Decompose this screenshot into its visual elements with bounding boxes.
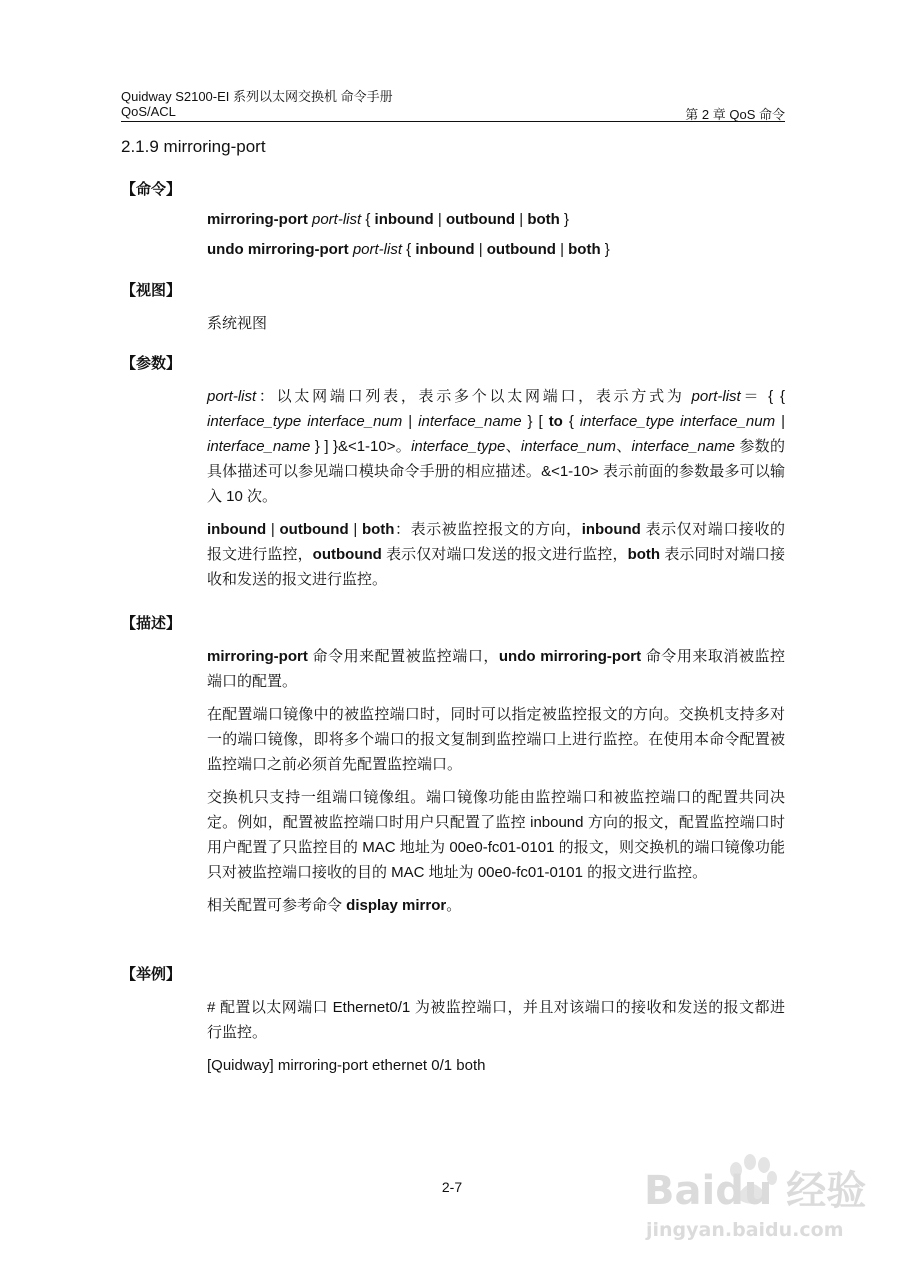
- label-params: 【参数】: [121, 355, 182, 372]
- command-brace: }: [600, 241, 610, 258]
- text-run: interface_type interface_num: [579, 413, 776, 430]
- example-command: [Quidway] mirroring-port ethernet 0/1 both: [207, 1057, 486, 1074]
- command-option-inbound: inbound: [374, 211, 434, 228]
- description-para: 在配置端口镜像中的被监控端口时，同时可以指定被监控报文的方向。交换机支持多对一的端口镜像，即将多个端口的报文复制到监控端口上进行监控。在使用本命令配置被监控端口之前必须首先配置监控端口。: [207, 706, 785, 773]
- text-run: 命令用来配置被监控端口，: [307, 648, 499, 665]
- command-separator: |: [433, 211, 446, 228]
- text-run: 参数的具体描述可以参见端口模块命令手册的相应描述。&<1-10> 表示前面的参数最多可以输入 10 次。: [207, 438, 785, 505]
- text-run: both: [627, 546, 661, 563]
- text-run: |: [266, 521, 280, 538]
- example-block: [207, 995, 785, 1086]
- command-line-2: [207, 241, 610, 258]
- text-run: display mirror: [346, 897, 447, 914]
- command-separator: |: [474, 241, 487, 258]
- command-argument: port-list: [352, 241, 403, 258]
- text-run: |: [348, 521, 362, 538]
- text-run: inbound: [581, 521, 641, 538]
- label-view: 【视图】: [121, 282, 182, 299]
- example-comment: # 配置以太网端口 Ethernet0/1 为被监控端口，并且对该端口的接收和发送的报文都进行监控。: [207, 999, 785, 1041]
- text-run: 、: [505, 438, 521, 455]
- command-line-1: [207, 211, 569, 228]
- description-para: [207, 644, 785, 694]
- command-brace: {: [361, 211, 375, 228]
- params-block: [207, 384, 785, 600]
- text-run: 表示仅对端口发送的报文进行监控，: [381, 546, 628, 563]
- text-run: undo mirroring-port: [498, 648, 642, 665]
- header-subline: [121, 104, 785, 122]
- text-run: outbound: [279, 521, 349, 538]
- text-run: interface_type interface_num: [207, 413, 403, 430]
- command-keyword: mirroring-port: [207, 211, 308, 228]
- text-run: interface_name: [207, 438, 311, 455]
- description-block: [207, 644, 785, 926]
- text-run: {: [562, 413, 580, 430]
- description-para: [207, 893, 785, 918]
- text-run: outbound: [312, 546, 382, 563]
- command-option-outbound: outbound: [445, 211, 516, 228]
- description-para: 交换机只支持一组端口镜像组。端口镜像功能由监控端口和被监控端口的配置共同决定。例如，配置被监控端口时用户只配置了监控 inbound 方向的报文，配置监控端口时用户配置了只监控目的 MAC 地址为 00e0-fc01-0101 的报文，则交换机的端口镜像功能只对被监控端口接收的目的 MAC 地址为 00e0-fc01-0101 的报文进行监控。: [207, 789, 785, 881]
- header-rule: [121, 121, 785, 122]
- text-run: inbound: [207, 521, 267, 538]
- header-section: QoS/ACL: [121, 104, 176, 119]
- text-run: ：表示被监控报文的方向，: [394, 521, 582, 538]
- baidu-watermark: [640, 1140, 870, 1250]
- text-run: interface_name: [418, 413, 522, 430]
- label-example: 【举例】: [121, 966, 182, 983]
- param-direction: [207, 517, 785, 592]
- command-option-outbound: outbound: [486, 241, 556, 258]
- page-number: 2-7: [441, 1179, 463, 1195]
- text-run: both: [361, 521, 395, 538]
- label-description: 【描述】: [121, 615, 182, 632]
- view-text: 系统视图: [207, 315, 268, 332]
- command-separator: |: [515, 211, 528, 228]
- header-title: Quidway S2100-EI 系列以太网交换机 命令手册: [121, 89, 393, 104]
- text-run: ＝ { {: [740, 388, 786, 405]
- command-option-inbound: inbound: [415, 241, 475, 258]
- text-run: 、: [615, 438, 632, 455]
- text-run: } ] }&<1-10>。: [310, 438, 412, 455]
- command-keyword: undo mirroring-port: [207, 241, 349, 258]
- text-run: interface_type: [411, 438, 506, 455]
- text-run: port-list: [691, 388, 741, 405]
- text-run: 。: [446, 897, 462, 914]
- text-run: mirroring-port: [207, 648, 308, 665]
- text-run: 表示仅对端口接收的报文进行监控，: [207, 521, 785, 563]
- label-command: 【命令】: [121, 181, 182, 198]
- command-option-both: both: [568, 241, 601, 258]
- section-title: 2.1.9 mirroring-port: [121, 137, 266, 156]
- param-port-list: [207, 384, 785, 509]
- text-run: interface_name: [631, 438, 735, 455]
- watermark-brand: Baidu 经验: [644, 1168, 867, 1214]
- watermark-url: jingyan.baidu.com: [646, 1219, 844, 1241]
- text-run: interface_num: [520, 438, 616, 455]
- text-run: ：以太网端口列表，表示多个以太网端口，表示方式为: [256, 388, 692, 405]
- command-brace: {: [402, 241, 416, 258]
- command-separator: |: [555, 241, 569, 258]
- text-run: 相关配置可参考命令: [207, 897, 347, 914]
- text-run: |: [775, 413, 785, 430]
- text-run: 表示同时对端口接收和发送的报文进行监控。: [207, 546, 786, 588]
- command-option-both: both: [527, 211, 560, 228]
- command-argument: port-list: [312, 211, 362, 228]
- text-run: } [: [521, 413, 549, 430]
- text-run: port-list: [207, 388, 257, 405]
- header-chapter: 第 2 章 QoS 命令: [685, 107, 785, 122]
- command-brace: }: [559, 211, 569, 228]
- text-run: to: [548, 413, 563, 430]
- text-run: |: [402, 413, 419, 430]
- text-run: 命令用来取消被监控端口的配置。: [207, 648, 786, 690]
